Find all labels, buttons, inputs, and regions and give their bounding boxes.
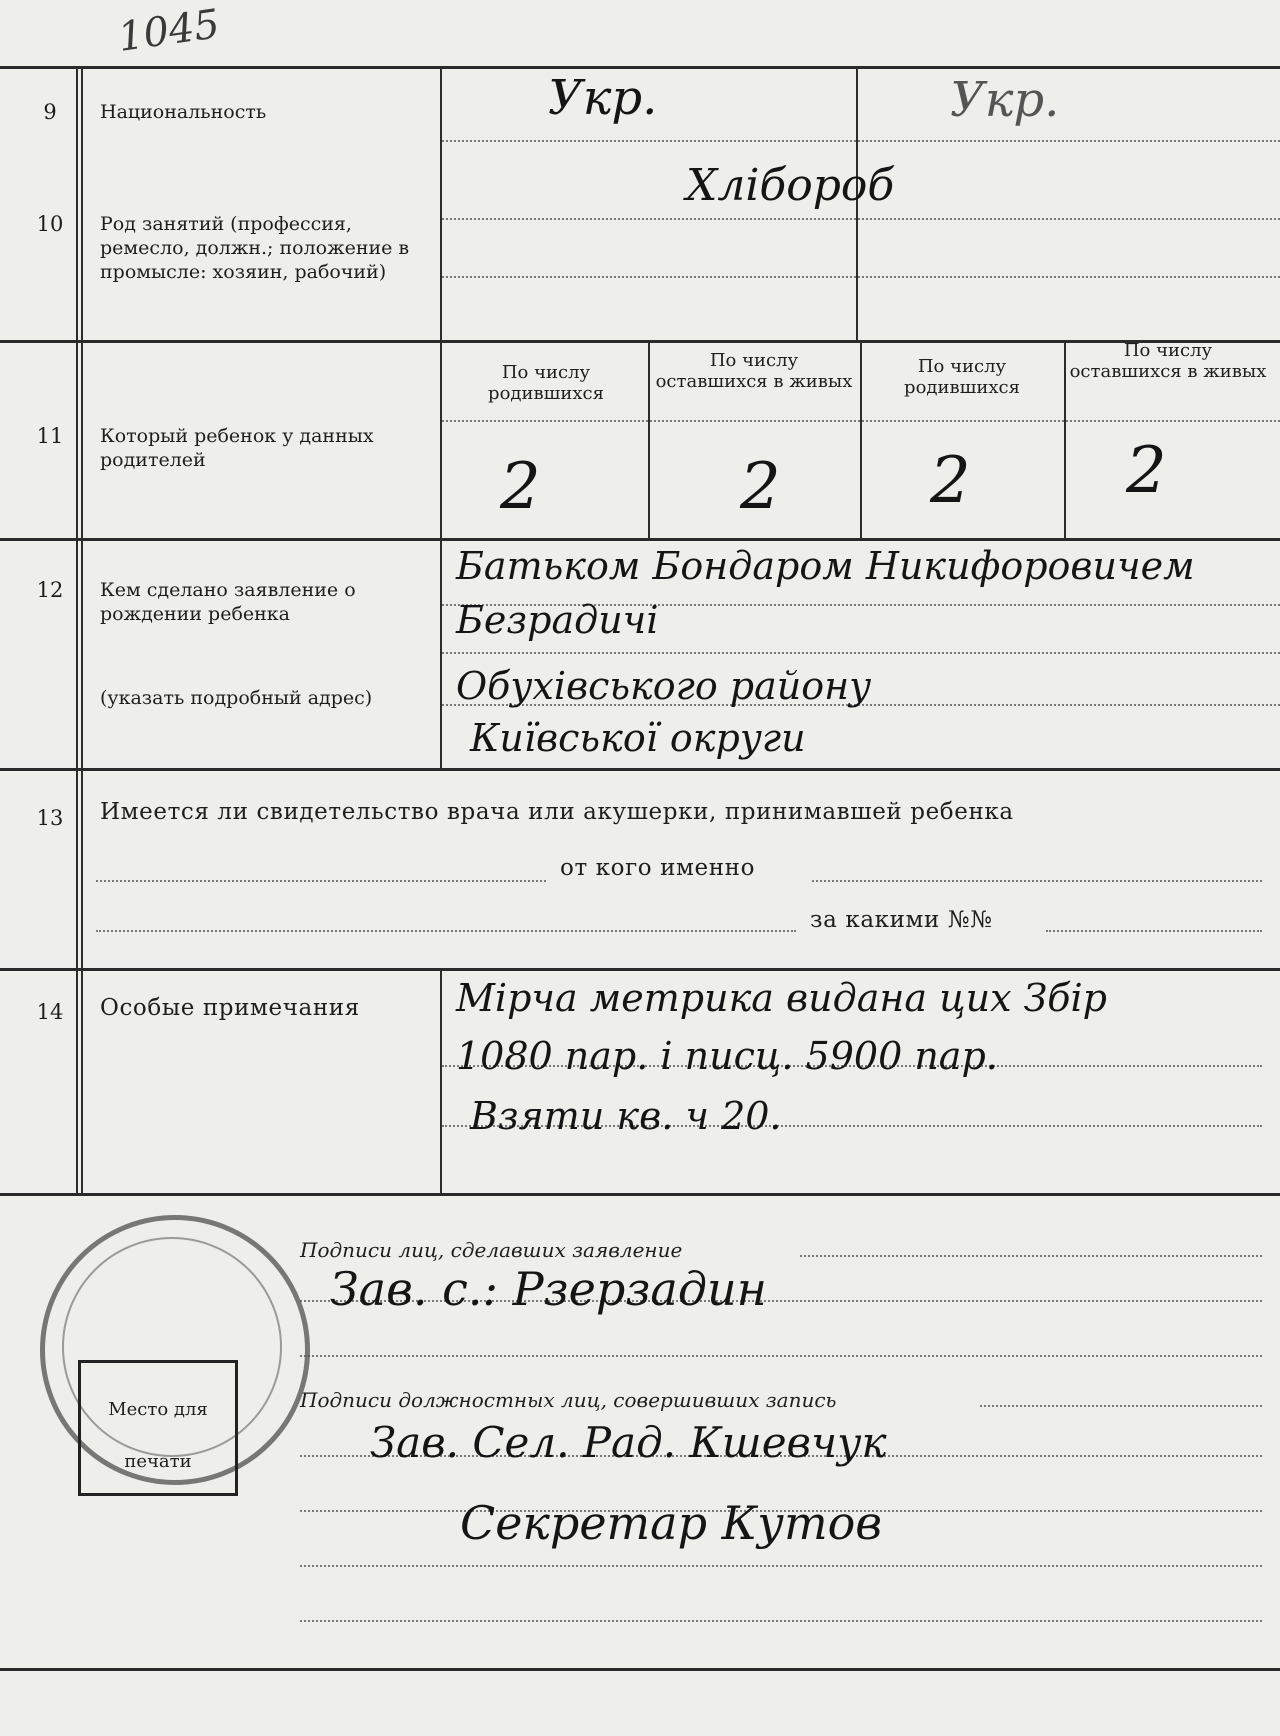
row-11-label: Который ребенок у данных родителей (100, 425, 374, 471)
remarks-line-1: Мірча метрика видана цих Збір (456, 976, 1107, 1020)
row13-dotline-2b (1046, 930, 1262, 932)
page-bottom-border (0, 1668, 1280, 1671)
official-signature-2: Секретар Кутов (460, 1496, 883, 1550)
row-12-number: 12 (36, 578, 64, 602)
row-13-label: Имеется ли свидетельство врача или акушерки, принимавшей ребенка (100, 799, 1014, 825)
row-12-label: Кем сделано заявление о рождении ребенка (100, 579, 356, 625)
row10-dotline-1 (442, 218, 1280, 220)
stamp-placeholder-line-1: Место для (108, 1399, 208, 1420)
child-value-mother-living: 2 (1126, 434, 1167, 508)
sig-dotline-4 (980, 1405, 1262, 1407)
declarant-region: Київської округи (470, 716, 806, 760)
child-col-divider-3 (1064, 340, 1066, 538)
row-divider-12-13 (0, 768, 1280, 771)
row-divider-13-14 (0, 968, 1280, 971)
official-signature-1: Зав. Сел. Рад. Кшевчук (370, 1418, 887, 1467)
corner-note: 1045 (115, 1, 223, 61)
sig-dotline-7 (300, 1565, 1262, 1567)
row-13-from-whom: от кого именно (560, 855, 756, 881)
stamp-placeholder-line-2: печати (124, 1451, 192, 1472)
declarant-district: Обухівського району (456, 664, 872, 708)
sig-dotline-1 (800, 1255, 1262, 1257)
child-header-father-living: По числу оставшихся в живых (655, 350, 853, 392)
row-10-number: 10 (36, 212, 64, 236)
applicant-signature: Зав. с.: Рзерзадин (330, 1262, 767, 1316)
row-14-number: 14 (36, 1000, 64, 1024)
officials-signature-label: Подписи должностных лиц, совершивших запись (300, 1388, 837, 1412)
child-header-mother-born: По числу родившихся (904, 356, 1020, 398)
row13-dotline-2a (96, 930, 796, 932)
table-top-border (0, 66, 1280, 69)
child-value-father-born: 2 (500, 450, 541, 524)
child-header-father-born: По числу родившихся (488, 362, 604, 404)
row-13-by-numbers: за какими №№ (810, 907, 993, 933)
stamp-placeholder-box (78, 1360, 238, 1496)
label-column-divider (440, 66, 442, 768)
declarant-name: Батьком Бондаром Никифоровичем (456, 544, 1195, 588)
child-value-father-living: 2 (740, 450, 781, 524)
row-11-number: 11 (36, 424, 64, 448)
row10-dotline-2 (442, 276, 1280, 278)
row-9-label: Национальность (100, 101, 267, 123)
child-col-divider-2 (860, 340, 862, 538)
row9-dotline (442, 140, 1280, 142)
label-column-divider-row14 (440, 968, 442, 1193)
row-12-address-label: (указать подробный адрес) (100, 687, 373, 709)
row-10-label: Род занятий (профессия, ремесло, должн.; положение в промысле: хозяин, рабочий) (100, 213, 410, 283)
row-13-number: 13 (36, 806, 64, 830)
row12-dotline-2 (442, 652, 1280, 654)
sig-dotline-8 (300, 1620, 1262, 1622)
row-9-mother-value: Укр. (950, 72, 1060, 128)
child-col-divider-1 (648, 340, 650, 538)
remarks-line-3: Взяти кв. ч 20. (470, 1094, 782, 1138)
row-9-father-value: Укр. (548, 70, 658, 126)
row-divider-11-12 (0, 538, 1280, 541)
row-divider-14-signatures (0, 1193, 1280, 1196)
child-header-mother-living: По числу оставшихся в живых (1069, 340, 1267, 382)
applicants-signature-label: Подписи лиц, сделавших заявление (300, 1238, 683, 1262)
row-10-father-value: Хлібороб (686, 160, 895, 211)
row13-dotline-1a (96, 880, 546, 882)
child-value-mother-born: 2 (930, 444, 971, 518)
row-14-label: Особые примечания (100, 995, 360, 1021)
row13-dotline-1b (812, 880, 1262, 882)
row-9-number: 9 (43, 100, 57, 124)
remarks-line-2: 1080 пар. і писц. 5900 пар. (456, 1034, 998, 1078)
sig-dotline-3 (300, 1355, 1262, 1357)
declarant-village: Безрадичі (456, 598, 659, 642)
row11-header-line (442, 420, 1280, 422)
